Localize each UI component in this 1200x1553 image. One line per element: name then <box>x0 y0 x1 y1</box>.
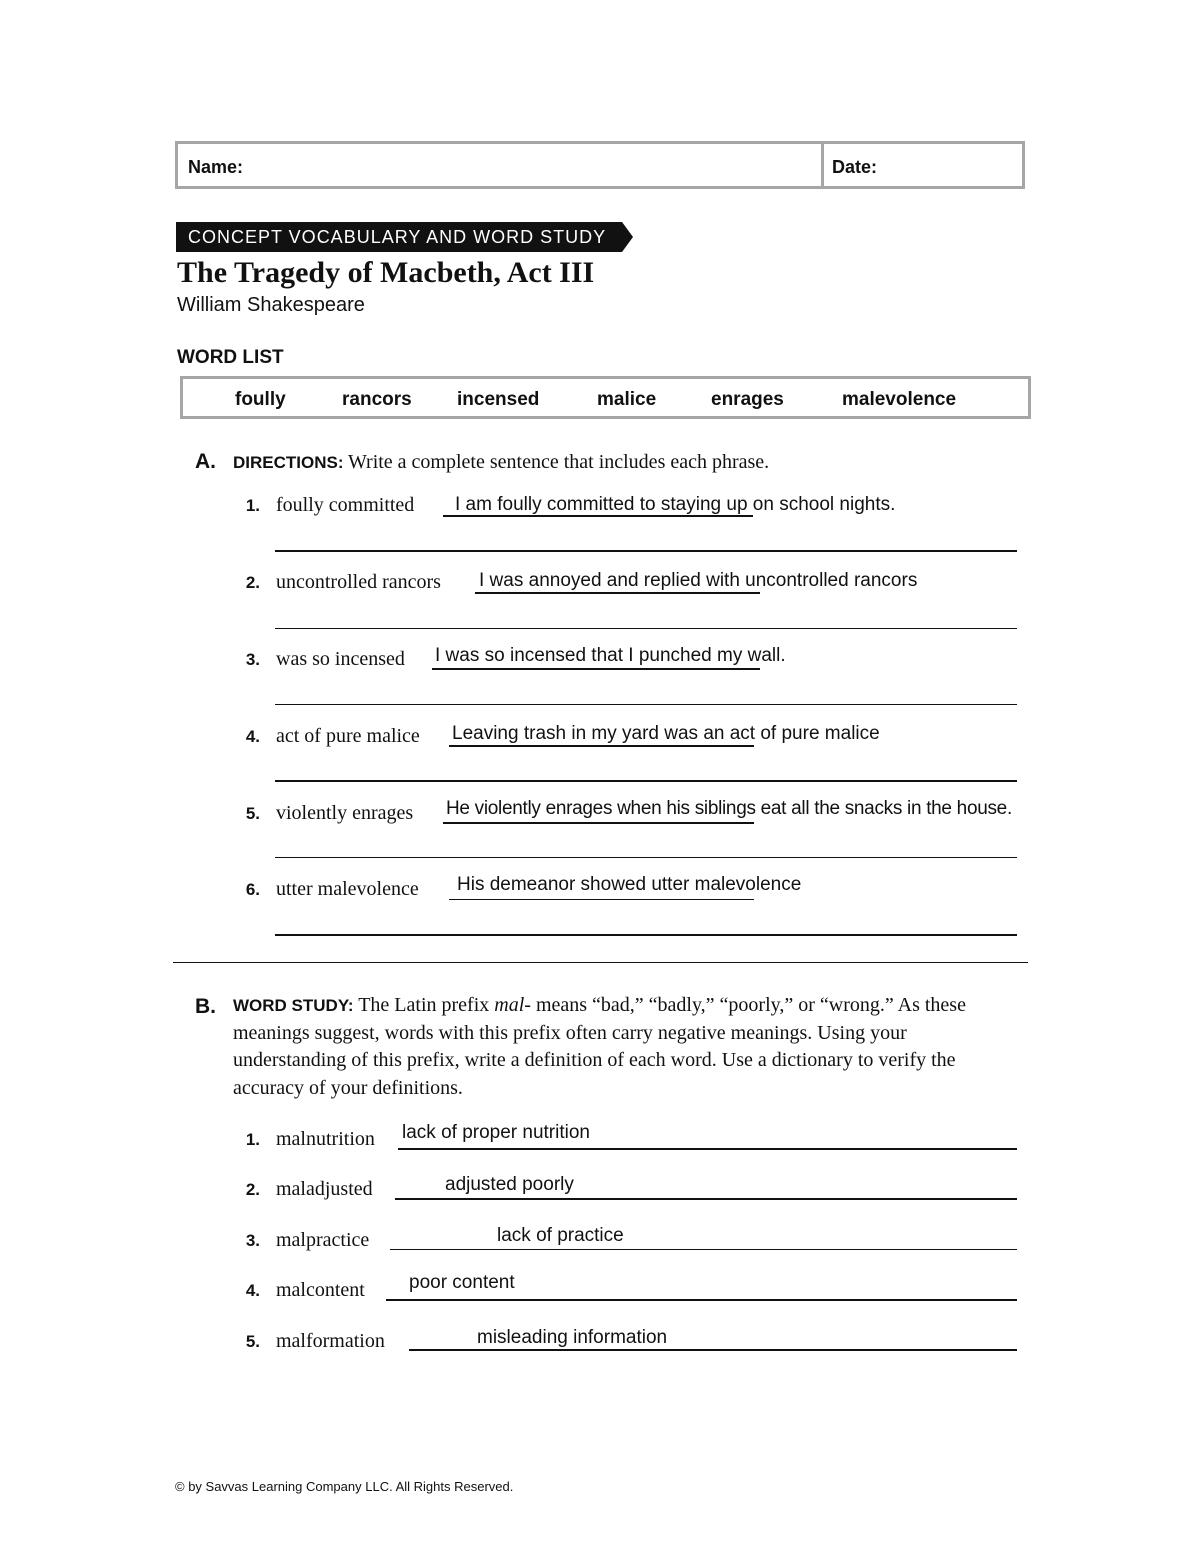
word-list-heading: WORD LIST <box>177 347 284 368</box>
word-list-item: rancors <box>342 389 412 410</box>
answer-line <box>275 857 1017 858</box>
word-study-label: WORD STUDY: <box>233 996 354 1015</box>
answer-line <box>386 1299 1017 1301</box>
item-answer[interactable]: lack of practice <box>497 1225 624 1246</box>
item-phrase: act of pure malice <box>276 725 420 747</box>
word-list-box <box>180 376 1031 419</box>
item-answer[interactable]: His demeanor showed utter malevolence <box>457 874 802 895</box>
name-label: Name: <box>188 157 244 177</box>
item-number: 1. <box>245 496 260 515</box>
section-a-letter: A. <box>195 450 216 473</box>
answer-line <box>275 780 1017 782</box>
answer-line <box>390 1249 1017 1250</box>
name-date-box <box>175 141 1025 189</box>
item-answer[interactable]: adjusted poorly <box>445 1174 574 1195</box>
item-phrase: foully committed <box>276 494 415 516</box>
item-answer[interactable]: He violently enrages when his siblings eat all the snacks in the house. <box>446 798 1012 819</box>
item-word: malformation <box>276 1330 385 1352</box>
word-study-paragraph <box>233 992 1023 1102</box>
item-number: 5. <box>245 804 260 823</box>
word-study-text-before: The Latin prefix <box>358 994 490 1016</box>
page-title: The Tragedy of Macbeth, Act III <box>177 256 595 289</box>
word-list-item: incensed <box>457 389 540 410</box>
word-list-item: enrages <box>711 389 784 410</box>
item-answer[interactable]: misleading information <box>477 1327 668 1348</box>
section-a-directions <box>233 451 769 474</box>
answer-underline <box>443 822 754 824</box>
item-answer[interactable]: I am foully committed to staying up on school nights. <box>455 494 896 515</box>
date-label: Date: <box>832 157 878 177</box>
item-number: 1. <box>245 1130 260 1149</box>
answer-underline <box>475 592 760 594</box>
item-number: 4. <box>245 1281 260 1300</box>
answer-line <box>275 628 1017 629</box>
directions-text: Write a complete sentence that includes each phrase. <box>347 451 770 473</box>
item-number: 3. <box>245 650 260 669</box>
name-date-divider <box>821 144 824 186</box>
answer-line <box>409 1349 1017 1351</box>
item-number: 2. <box>245 1180 260 1199</box>
item-number: 6. <box>245 880 260 899</box>
answer-underline <box>449 745 754 747</box>
section-b-letter: B. <box>195 995 216 1018</box>
item-number: 4. <box>245 727 260 746</box>
word-list-item: foully <box>235 389 286 410</box>
answer-underline <box>449 899 754 900</box>
item-phrase: violently enrages <box>276 802 414 824</box>
word-list-item: malice <box>597 389 657 410</box>
item-number: 3. <box>245 1231 260 1250</box>
item-phrase: utter malevolence <box>276 878 419 900</box>
copyright-footer: © by Savvas Learning Company LLC. All Rights Reserved. <box>175 1479 514 1494</box>
answer-line <box>398 1148 1017 1150</box>
item-phrase: was so incensed <box>276 648 405 670</box>
banner-arrow-icon <box>622 222 633 252</box>
answer-line <box>395 1198 1017 1200</box>
item-word: malnutrition <box>276 1128 375 1150</box>
word-study-prefix: mal- <box>494 994 531 1016</box>
item-number: 5. <box>245 1332 260 1351</box>
item-phrase: uncontrolled rancors <box>276 571 441 593</box>
answer-underline <box>443 515 753 517</box>
word-study-text-after: means “bad,” “badly,” “poorly,” or “wrong.” As these meanings suggest, words with this prefix often carry negative meanings. Using your understanding of this prefix, write a definition of each word. Use a dictionary to verify the accuracy of your definitions. <box>233 994 966 1099</box>
item-answer[interactable]: poor content <box>409 1272 515 1293</box>
section-divider <box>173 962 1028 963</box>
item-word: maladjusted <box>276 1178 373 1200</box>
item-answer[interactable]: I was so incensed that I punched my wall. <box>435 645 786 666</box>
item-answer[interactable]: I was annoyed and replied with uncontrolled rancors <box>479 570 918 591</box>
answer-line <box>275 550 1017 552</box>
item-word: malcontent <box>276 1279 365 1301</box>
item-word: malpractice <box>276 1229 370 1251</box>
section-banner: CONCEPT VOCABULARY AND WORD STUDY <box>176 222 622 252</box>
item-answer[interactable]: Leaving trash in my yard was an act of pure malice <box>452 723 880 744</box>
answer-line <box>275 934 1017 936</box>
word-list-item: malevolence <box>842 389 957 410</box>
directions-label: DIRECTIONS: <box>233 453 344 472</box>
answer-underline <box>432 668 760 670</box>
author: William Shakespeare <box>177 294 365 316</box>
answer-line <box>275 704 1017 705</box>
item-answer[interactable]: lack of proper nutrition <box>402 1122 590 1143</box>
item-number: 2. <box>245 573 260 592</box>
